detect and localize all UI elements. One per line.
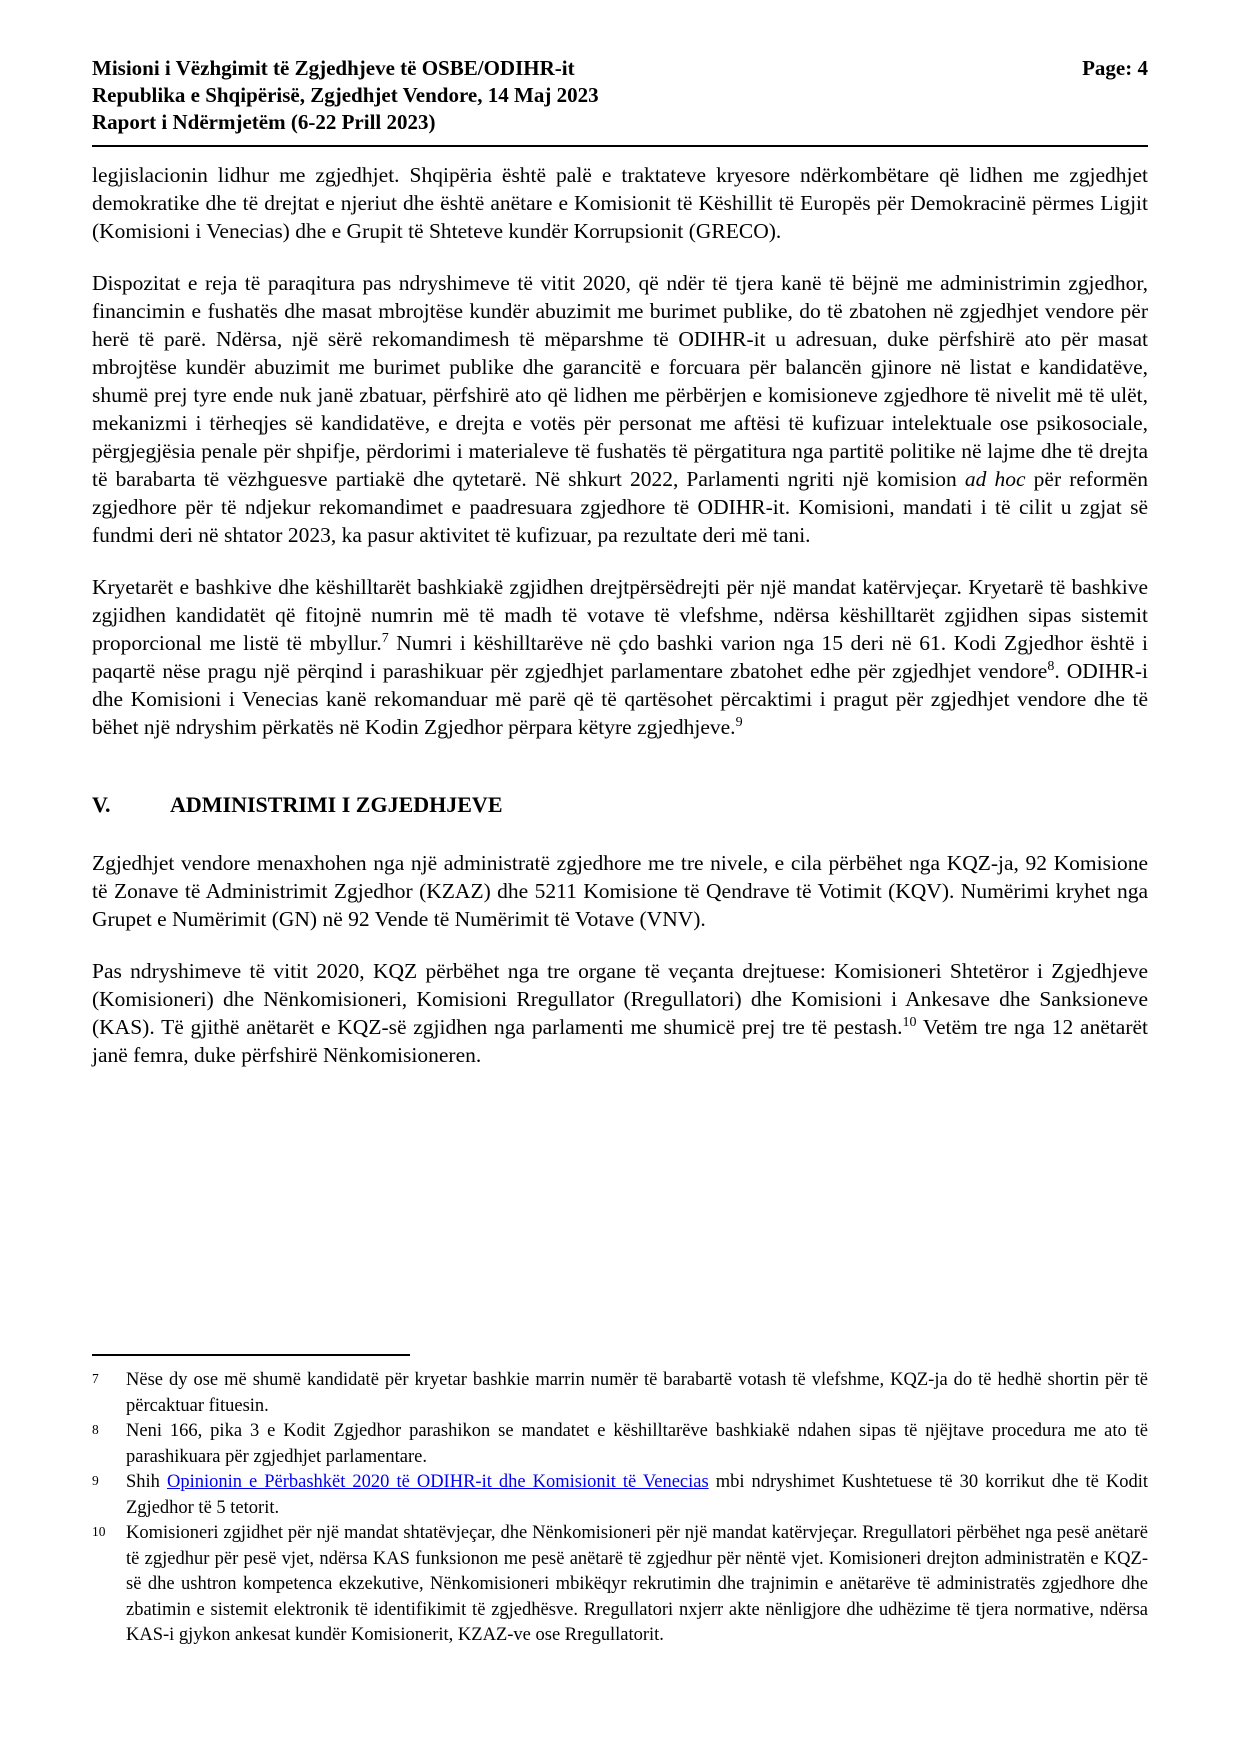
footnote-text: [126, 1521, 1148, 1649]
footnote-text: [126, 1419, 1148, 1470]
text-segment: Numri i këshilltarëve në çdo bashki varion nga 15 deri në 61. Kodi Zgjedhor është i paqartë nëse pragu një përqind i parashikuar për zgjedhjet parlamentare zbatohet edhe për zgjedhjet vendore: [92, 631, 1149, 683]
footnote: [92, 1470, 1148, 1521]
footnote-text: [126, 1470, 1148, 1521]
footnote-separator: [92, 1354, 410, 1356]
text-segment: Dispozitat e reja të paraqitura pas ndryshimeve të vitit 2020, që ndër të tjera kanë të bëjnë me administrimin zgjedhor, financimin e fushatës dhe masat mbrojtëse kundër abuzimit me burimet publike, do të zbatohen në zgjedhjet vendore për herë të parë. Ndërsa, një sërë rekomandimesh të mëparshme të ODIHR-it u adresuan, duke përfshirë ato për masat mbrojtëse kundër abuzimit me burimet publike dhe garancitë e forcuara për balancën gjinore në listat e kandidatëve, shumë prej tyre ende nuk janë zbatuar, përfshirë ato që lidhen me përbërjen e komisioneve zgjedhore të nivelit më të ulët, mekanizmi i tërheqjes së kandidatëve, e drejta e votës për personat me aftësi të kufizuar intelektuale ose psikosociale, përgjegjësia penale për shpifje, përdorimi i materialeve të fushatës të përgatitura nga partitë politike në lajme dhe të drejta të barabarta të vëzhguesve partiakë dhe qytetarë. Në shkurt 2022, Parlamenti ngriti një komision: [92, 271, 1148, 491]
paragraph: [92, 957, 1148, 1069]
footnote: [92, 1368, 1148, 1419]
paragraphs-top: [92, 161, 1148, 741]
section-number: V.: [92, 792, 111, 817]
text-segment: . ODIHR-i dhe Komisioni i Venecias kanë rekomanduar më parë që të qartësohet përcaktimi i pragut për zgjedhjet vendore dhe të bëhet një ndryshim përkatës në Kodin Zgjedhor përpara këtyre zgjedhjeve.: [92, 659, 1148, 739]
footnote-list: [92, 1368, 1148, 1649]
footnote-number: 10: [92, 1524, 106, 1539]
text-segment: për reformën zgjedhore për të ndjekur rekomandimet e paadresuara zgjedhore të ODIHR-it. Komisioni, mandati i të cilit u zgjat së fundmi deri në shtator 2023, ka pasur aktivitet të kufizuar, pa rezultate deri më tani.: [92, 467, 1149, 547]
text-segment: Vetëm tre nga 12 anëtarët janë femra, duke përfshirë Nënkomisioneren.: [92, 1015, 1148, 1067]
header-row: [92, 55, 1148, 82]
text-segment: Neni 166, pika 3 e Kodit Zgjedhor parashikon se mandatet e këshilltarëve bashkiakë ndahen sipas të njëjtave procedura me ato të parashikuara për zgjedhjet parlamentare.: [126, 1421, 1148, 1467]
text-segment: Nëse dy ose më shumë kandidatë për kryetar bashkie marrin numër të barabartë votash të vlefshme, KQZ-ja do të hedhë shortin për të përcaktuar fituesin.: [126, 1370, 1148, 1416]
paragraph: [92, 161, 1148, 245]
footnote-number: 8: [92, 1422, 99, 1437]
section-heading: [92, 791, 1148, 819]
header-report-title: Raport i Ndërmjetëm (6-22 Prill 2023): [92, 110, 436, 134]
paragraphs-bottom: [92, 849, 1148, 1069]
text-segment: mbi ndryshimet Kushtetuese të 30 korrikut dhe të Kodit Zgjedhor të 5 tetorit.: [126, 1472, 1148, 1518]
paragraph: [92, 269, 1148, 549]
header-subtitle: Republika e Shqipërisë, Zgjedhjet Vendore, 14 Maj 2023: [92, 83, 599, 107]
paragraph: [92, 849, 1148, 933]
footnote-reference: 7: [381, 631, 389, 646]
text-segment: Zgjedhjet vendore menaxhohen nga një administratë zgjedhore me tre nivele, e cila përbëhet nga KQZ-ja, 92 Komisione të Zonave të Administrimit Zgjedhor (KZAZ) dhe 5211 Komisione të Qendrave të Votimit (KQV). Numërimi kryhet nga Grupet e Numërimit (GN) në 92 Vende të Numërimit të Votave (VNV).: [92, 851, 1148, 931]
paragraph: [92, 573, 1148, 741]
footnote-reference: 9: [735, 715, 743, 730]
text-segment: Shih: [126, 1472, 167, 1492]
text-segment: Pas ndryshimeve të vitit 2020, KQZ përbëhet nga tre organe të veçanta drejtuese: Komisioneri Shtetëror i Zgjedhjeve (Komisioneri) dhe Nënkomisioneri, Komisioni Rregullator (Rregullatori) dhe Komisioni i Ankesave dhe Sanksioneve (KAS). Të gjithë anëtarët e KQZ-së zgjidhen nga parlamenti me shumicë prej tre të pestash.: [92, 959, 1148, 1039]
text-segment: Komisioneri zgjidhet për një mandat shtatëvjeçar, dhe Nënkomisioneri për një mandat katërvjeçar. Rregullatori përbëhet nga pesë anëtarë të zgjedhur për pesë vjet, ndërsa KAS funksionon me pesë anëtarë të zgjedhur për nëntë vjet. Komisioneri drejton administratën e KQZ-së dhe ushtron kompetenca ekzekutive, Nënkomisioneri mbikëqyr rekrutimin dhe trajnimin e anëtarëve të administratës zgjedhore dhe zbatimin e sistemit elektronik të identifikimit të zgjedhësve. Rregullatori nxjerr akte nënligjore dhe udhëzime të tjera normative, ndërsa KAS-i gjykon ankesat kundër Komisionerit, KZAZ-ve ose Rregullatorit.: [126, 1523, 1148, 1645]
footnote-text: [126, 1368, 1148, 1419]
text-segment: Kryetarët e bashkive dhe këshilltarët bashkiakë zgjidhen drejtpërsëdrejti për një mandat katërvjeçar. Kryetarë të bashkive zgjidhen kandidatët që fitojnë numrin më të madh të votave të vlefshme, ndërsa këshilltarët zgjidhen sipas sistemit proporcional me listë të mbyllur.: [92, 575, 1148, 655]
footnote-number: 9: [92, 1473, 99, 1488]
italic-text: ad hoc: [964, 467, 1026, 491]
page-header: [92, 55, 1148, 136]
header-mission-title: Misioni i Vëzhgimit të Zgjedhjeve të OSBE/ODIHR-it: [92, 56, 575, 80]
footnote: [92, 1419, 1148, 1470]
text-segment: legjislacionin lidhur me zgjedhjet. Shqipëria është palë e traktateve kryesore ndërkombëtare që lidhen me zgjedhjet demokratike dhe të drejtat e njeriut dhe është anëtare e Komisionit të Këshillit të Europës për Demokracinë përmes Ligjit (Komisioni i Venecias) dhe e Grupit të Shteteve kundër Korrupsionit (GRECO).: [92, 163, 1148, 243]
page-number: Page: 4: [1082, 56, 1148, 80]
footnote: [92, 1521, 1148, 1649]
document-body: [92, 161, 1148, 1069]
footnote-reference: 10: [902, 1015, 917, 1030]
hyperlink[interactable]: Opinionin e Përbashkët 2020 të ODIHR-it dhe Komisionit të Venecias: [166, 1472, 709, 1492]
footnote-number: 7: [92, 1371, 99, 1386]
header-divider: [92, 145, 1148, 147]
footnote-reference: 8: [1047, 659, 1055, 674]
footnotes-section: [92, 1354, 1148, 1649]
section-title: ADMINISTRIMI I ZGJEDHJEVE: [170, 792, 503, 817]
